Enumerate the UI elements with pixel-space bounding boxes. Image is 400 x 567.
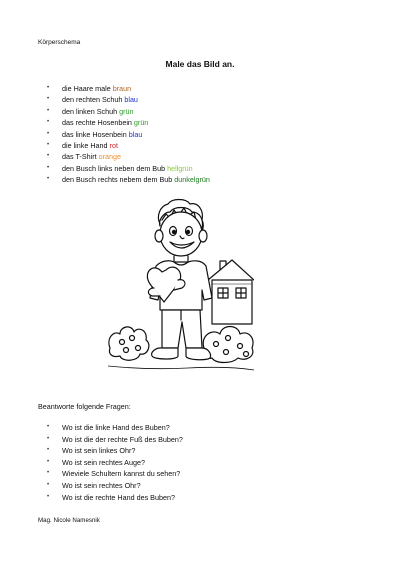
task-color-word: grün xyxy=(133,118,149,128)
boy-with-heart-house-bushes-coloring-icon xyxy=(108,198,254,390)
question-item: • Wo ist sein rechtes Auge? xyxy=(62,457,183,469)
question-list xyxy=(62,422,183,503)
task-item xyxy=(62,163,210,174)
question-item: • Wo ist die rechte Hand des Buben? xyxy=(62,492,183,504)
boy-icon xyxy=(147,200,212,360)
task-text: den rechten Schuh xyxy=(62,95,125,105)
task-text: das linke Hosenbein xyxy=(62,129,129,139)
task-color-word: braun xyxy=(112,84,132,93)
task-color-word: blau xyxy=(124,95,138,105)
task-text: den Busch rechts nebem dem Bub xyxy=(62,175,175,185)
task-color-word: dunkelgrün xyxy=(174,175,210,185)
task-color-word: rot xyxy=(109,141,118,151)
task-text: das rechte Hosenbein xyxy=(62,118,134,128)
house-icon xyxy=(208,260,254,324)
task-item xyxy=(62,129,210,140)
question-item: • Wo ist sein rechtes Ohr? xyxy=(62,480,183,492)
task-item xyxy=(62,106,210,117)
question-item: • Wieviele Schultern kannst du sehen? xyxy=(62,468,183,480)
page-header: Körperschema xyxy=(38,39,81,46)
task-item xyxy=(62,140,210,151)
task-text: den Busch links neben dem Bub xyxy=(62,163,168,173)
question-item: • Wo ist die der rechte Fuß des Buben? xyxy=(62,434,183,446)
left-bush-icon xyxy=(109,327,149,360)
task-item xyxy=(62,94,210,105)
coloring-task-list xyxy=(62,83,210,186)
task-text: die Haare male xyxy=(62,84,113,93)
task-color-word: blau xyxy=(128,129,143,139)
questions-intro: Beantworte folgende Fragen: xyxy=(38,402,131,411)
task-item xyxy=(62,174,210,185)
task-text: den linken Schuh xyxy=(62,106,120,116)
task-color-word: hellgrün xyxy=(167,163,193,173)
question-item: • Wo ist sein linkes Ohr? xyxy=(62,445,183,457)
task-text: das T-Shirt xyxy=(62,152,99,162)
task-item xyxy=(62,83,210,94)
task-text: die linke Hand xyxy=(62,141,110,151)
page-title: Male das Bild an. xyxy=(165,59,235,69)
task-item xyxy=(62,151,210,162)
author-footer: Mag. Nicole Namesnik xyxy=(38,517,100,524)
task-color-word: orange xyxy=(98,152,122,162)
task-item xyxy=(62,117,210,128)
task-color-word: grün xyxy=(119,106,134,116)
question-item: • Wo ist die linke Hand des Buben? xyxy=(62,422,183,434)
